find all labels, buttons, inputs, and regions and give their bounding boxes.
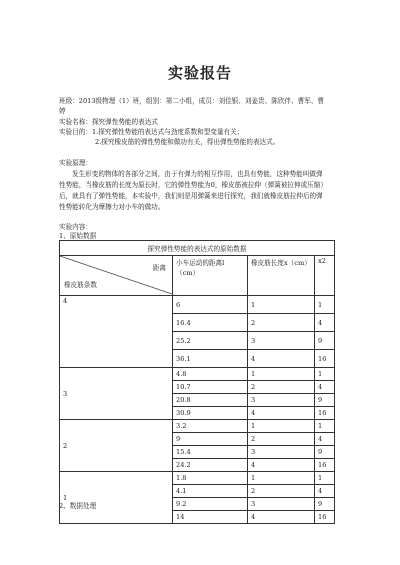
cell-x-squared: 9 (315, 446, 335, 459)
section-raw-data: 1、原始数据 (59, 232, 97, 240)
cell-length: 1 (248, 296, 315, 314)
principle-line-2: 性势能，当橡皮筋的长度为原长时，它的弹性势能为0，橡皮筋被拉伸（弹簧被拉伸或压缩） (59, 181, 327, 189)
cell-distance: 14 (173, 511, 248, 524)
group-label: 4 (60, 296, 173, 368)
cell-x-squared: 4 (315, 381, 335, 394)
cell-length: 4 (248, 459, 315, 472)
diag-header-distance: 距离 (152, 264, 166, 272)
cell-distance: 6 (173, 296, 248, 314)
purpose-line-2: 2.探究橡皮筋的弹性势能和做功有关，得出弹性势能的表达式。 (95, 138, 280, 146)
cell-length: 1 (248, 420, 315, 433)
cell-length: 2 (248, 485, 315, 498)
cell-x-squared: 9 (315, 394, 335, 407)
principle-line-3: 后，就具有了弹性势能，本实验中，我们则是用弹簧来进行探究，我们就橡皮筋拉伸后的弹 (59, 192, 323, 200)
cell-length: 4 (248, 407, 315, 420)
cell-length: 3 (248, 498, 315, 511)
cell-length: 2 (248, 314, 315, 332)
cell-length: 4 (248, 350, 315, 368)
cell-distance: 9.2 (173, 498, 248, 511)
principle-line-1: 发生形变的物体的各部分之间，由于有弹力的相互作用，也具有势能，这种势能叫做弹 (72, 170, 323, 178)
cell-distance: 30.9 (173, 407, 248, 420)
cell-x-squared: 1 (315, 368, 335, 381)
principle-line-4: 性势能转化为摩擦力对小车的做功。 (59, 203, 165, 211)
cell-x-squared: 9 (315, 498, 335, 511)
group-label: 2 (60, 420, 173, 472)
cell-distance: 15.4 (173, 446, 248, 459)
cell-x-squared: 16 (315, 459, 335, 472)
cell-distance: 24.2 (173, 459, 248, 472)
group-label: 1 (60, 472, 173, 524)
section-data-processing: 2、数据处理 (59, 502, 97, 510)
col-header-x-squared: x2 (315, 256, 335, 296)
cell-x-squared: 4 (315, 314, 335, 332)
group-label: 3 (60, 368, 173, 420)
cell-x-squared: 1 (315, 472, 335, 485)
cell-distance: 10.7 (173, 381, 248, 394)
cell-length: 2 (248, 381, 315, 394)
cell-x-squared: 16 (315, 511, 335, 524)
cell-x-squared: 1 (315, 296, 335, 314)
cell-length: 1 (248, 472, 315, 485)
cell-distance: 16.4 (173, 314, 248, 332)
cell-distance: 25.2 (173, 332, 248, 350)
cell-length: 1 (248, 368, 315, 381)
col-header-length: 橡皮筋长度x（cm） (248, 256, 315, 296)
cell-distance: 36.1 (173, 350, 248, 368)
class-info-line-cont: 婷 (59, 107, 66, 115)
cell-length: 2 (248, 433, 315, 446)
cell-distance: 20.8 (173, 394, 248, 407)
principle-heading: 实验原理： (59, 159, 92, 167)
cell-x-squared: 1 (315, 420, 335, 433)
cell-length: 3 (248, 394, 315, 407)
table-caption: 探究弹性势能的表达式的原始数据 (60, 241, 335, 256)
col-header-distance: 小车运动的距离l（cm） (173, 256, 248, 296)
cell-x-squared: 4 (315, 433, 335, 446)
cell-distance: 4.8 (173, 368, 248, 381)
purpose-line-1: 实验目的：1.探究弹性势能的表达式与劲度系数和型变量有关； (59, 128, 244, 136)
content-heading: 实验内容： (59, 223, 92, 231)
cell-length: 3 (248, 446, 315, 459)
cell-x-squared: 4 (315, 485, 335, 498)
cell-length: 3 (248, 332, 315, 350)
cell-length: 4 (248, 511, 315, 524)
experiment-name: 实验名称：探究弹性势能的表达式 (59, 118, 158, 126)
class-info-line: 班级：2013级物理（1）班，组别：第二小组，成员：刘佳银、刘姜贵、陈欣伴、曹军、曹 (59, 97, 324, 105)
diagonal-header-cell (60, 256, 173, 296)
diag-header-band-count: 橡皮筋条数 (64, 281, 97, 289)
cell-x-squared: 16 (315, 350, 335, 368)
cell-distance: 1.8 (173, 472, 248, 485)
cell-distance: 4.1 (173, 485, 248, 498)
cell-distance: 3.2 (173, 420, 248, 433)
cell-distance: 9 (173, 433, 248, 446)
cell-x-squared: 16 (315, 407, 335, 420)
cell-x-squared: 9 (315, 332, 335, 350)
raw-data-table (59, 240, 335, 524)
report-title: 实验报告 (167, 64, 232, 82)
